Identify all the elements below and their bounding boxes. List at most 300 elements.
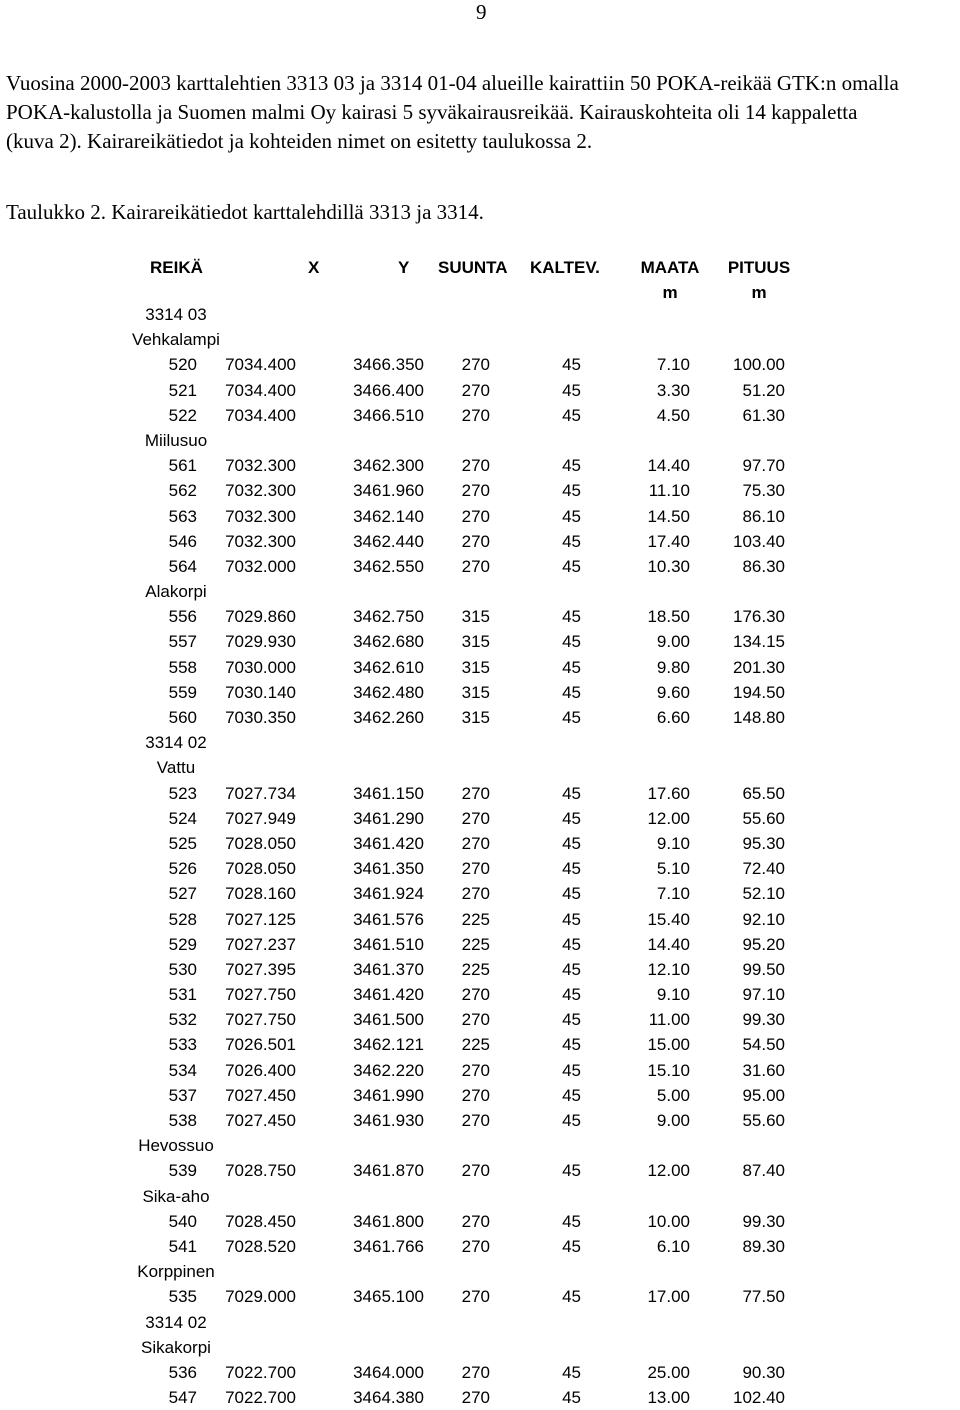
cell-suunta: 270 (461, 859, 490, 879)
cell-maata: 9.10 (656, 833, 690, 853)
cell-pituus: 95.00 (742, 1085, 785, 1105)
table-row (0, 1360, 960, 1385)
cell-maata: 11.00 (648, 1010, 690, 1030)
cell-reika: 563 (168, 506, 197, 526)
cell-y: 3461.420 (353, 985, 424, 1005)
table-row (0, 352, 960, 377)
group-label: Sikakorpi (141, 1337, 211, 1357)
cell-pituus: 87.40 (742, 1161, 785, 1181)
group-label: 3314 02 (145, 733, 207, 753)
cell-maata: 11.10 (648, 481, 690, 501)
cell-kaltev: 45 (562, 884, 581, 904)
table-row (0, 529, 960, 554)
cell-suunta: 270 (461, 1211, 490, 1231)
cell-x: 7032.000 (225, 556, 296, 576)
table-row (0, 1158, 960, 1183)
cell-pituus: 99.50 (742, 959, 785, 979)
cell-suunta: 270 (461, 481, 490, 501)
cell-kaltev: 45 (562, 1362, 581, 1382)
cell-x: 7032.300 (225, 481, 296, 501)
cell-suunta: 225 (461, 1035, 490, 1055)
cell-maata: 7.10 (656, 884, 690, 904)
intro-line: POKA-kalustolla ja Suomen malmi Oy kairasi 5 syväkairausreikää. Kairauskohteita oli 14 kappaletta (6, 100, 858, 124)
cell-y: 3462.610 (353, 657, 424, 677)
cell-y: 3462.140 (353, 506, 424, 526)
cell-pituus: 51.20 (742, 380, 785, 400)
cell-pituus: 86.10 (742, 506, 785, 526)
table-row (0, 932, 960, 957)
group-label: 3314 02 (145, 1312, 207, 1332)
cell-pituus: 75.30 (742, 481, 785, 501)
cell-suunta: 270 (461, 1236, 490, 1256)
cell-kaltev: 45 (562, 934, 581, 954)
cell-pituus: 97.70 (742, 456, 785, 476)
table-row (0, 781, 960, 806)
cell-pituus: 77.50 (742, 1287, 785, 1307)
cell-reika: 527 (168, 884, 197, 904)
cell-maata: 5.00 (656, 1085, 690, 1105)
cell-y: 3461.960 (353, 481, 424, 501)
cell-maata: 12.00 (647, 808, 690, 828)
cell-maata: 17.60 (647, 783, 690, 803)
cell-suunta: 225 (461, 934, 490, 954)
cell-kaltev: 45 (562, 1287, 581, 1307)
table-row (0, 1058, 960, 1083)
cell-maata: 3.30 (656, 380, 690, 400)
intro-paragraph (6, 69, 951, 156)
cell-reika: 546 (168, 531, 197, 551)
cell-kaltev: 45 (562, 405, 581, 425)
cell-kaltev: 45 (562, 556, 581, 576)
cell-reika: 530 (168, 959, 197, 979)
cell-suunta: 270 (461, 1287, 490, 1307)
group-row (0, 579, 960, 604)
cell-suunta: 270 (461, 355, 490, 375)
cell-reika: 560 (168, 708, 197, 727)
group-row (0, 755, 960, 780)
intro-line: (kuva 2). Kairareikätiedot ja kohteiden nimet on esitetty taulukossa 2. (6, 129, 593, 153)
cell-y: 3461.510 (353, 934, 424, 954)
cell-y: 3461.370 (353, 959, 424, 979)
table-row (0, 1007, 960, 1032)
header-kaltev: KALTEV. (530, 258, 600, 277)
cell-kaltev: 45 (562, 708, 581, 727)
cell-maata: 18.50 (647, 607, 690, 627)
cell-maata: 15.10 (647, 1060, 690, 1080)
cell-maata: 17.00 (647, 1287, 690, 1307)
cell-reika: 531 (168, 985, 197, 1005)
cell-kaltev: 45 (562, 355, 581, 375)
cell-x: 7028.750 (225, 1161, 296, 1181)
cell-y: 3461.290 (353, 808, 424, 828)
cell-x: 7032.300 (225, 506, 296, 526)
cell-x: 7027.949 (225, 808, 296, 828)
cell-x: 7034.400 (225, 355, 296, 375)
table-row (0, 982, 960, 1007)
cell-suunta: 315 (461, 708, 490, 727)
group-row (0, 302, 960, 327)
group-row (0, 730, 960, 755)
cell-kaltev: 45 (562, 1236, 581, 1256)
cell-reika: 524 (168, 808, 197, 828)
cell-y: 3462.300 (353, 456, 424, 476)
group-label: Miilusuo (144, 430, 208, 450)
cell-pituus: 95.20 (742, 934, 785, 954)
cell-suunta: 270 (461, 405, 490, 425)
page-number: 9 (476, 0, 487, 24)
table-row (0, 604, 960, 629)
cell-reika: 564 (168, 556, 197, 576)
cell-suunta: 315 (461, 632, 490, 652)
group-row (0, 327, 960, 352)
cell-x: 7027.734 (225, 783, 296, 803)
cell-maata: 14.40 (647, 456, 690, 476)
cell-kaltev: 45 (562, 909, 581, 929)
cell-suunta: 270 (461, 1362, 490, 1382)
cell-suunta: 270 (461, 884, 490, 904)
cell-pituus: 100.00 (733, 355, 785, 375)
cell-maata: 9.10 (656, 985, 690, 1005)
cell-x: 7027.237 (225, 934, 296, 954)
cell-pituus: 72.40 (742, 859, 785, 879)
cell-y: 3464.380 (353, 1388, 424, 1408)
cell-pituus: 86.30 (742, 556, 785, 576)
table-row (0, 907, 960, 932)
cell-reika: 526 (168, 859, 197, 879)
cell-kaltev: 45 (562, 1010, 581, 1030)
cell-suunta: 270 (461, 1111, 490, 1130)
cell-reika: 541 (168, 1236, 197, 1256)
cell-reika: 525 (168, 833, 197, 853)
cell-reika: 532 (168, 1010, 197, 1030)
cell-y: 3461.500 (353, 1010, 424, 1030)
cell-reika: 536 (168, 1362, 197, 1382)
cell-x: 7028.050 (225, 833, 296, 853)
cell-reika: 535 (168, 1287, 197, 1307)
table-row (0, 1032, 960, 1057)
cell-y: 3465.100 (353, 1287, 424, 1307)
table-row (0, 1284, 960, 1309)
table-row (0, 478, 960, 503)
table-header (0, 255, 960, 305)
cell-y: 3461.870 (353, 1161, 424, 1181)
cell-pituus: 52.10 (742, 884, 785, 904)
cell-pituus: 61.30 (742, 405, 785, 425)
cell-kaltev: 45 (562, 632, 581, 652)
group-row (0, 1310, 960, 1335)
cell-pituus: 97.10 (742, 985, 785, 1005)
cell-kaltev: 45 (562, 1211, 581, 1231)
cell-suunta: 225 (461, 959, 490, 979)
cell-reika: 561 (168, 456, 197, 476)
header-suunta: SUUNTA (438, 258, 508, 277)
cell-suunta: 270 (461, 380, 490, 400)
table-row (0, 378, 960, 403)
cell-suunta: 270 (461, 531, 490, 551)
cell-suunta: 270 (461, 456, 490, 476)
cell-x: 7029.860 (225, 607, 296, 627)
cell-x: 7030.140 (225, 682, 296, 702)
cell-x: 7027.395 (225, 959, 296, 979)
cell-y: 3466.350 (353, 355, 424, 375)
cell-reika: 540 (168, 1211, 197, 1231)
cell-kaltev: 45 (562, 682, 581, 702)
cell-suunta: 270 (461, 506, 490, 526)
cell-pituus: 103.40 (733, 531, 785, 551)
cell-reika: 539 (168, 1161, 197, 1181)
group-row (0, 1259, 960, 1284)
table-row (0, 957, 960, 982)
cell-reika: 537 (168, 1085, 197, 1105)
cell-y: 3461.766 (353, 1236, 424, 1256)
cell-x: 7022.700 (225, 1362, 296, 1382)
group-label: 3314 03 (145, 305, 207, 324)
header-reika: REIKÄ (150, 258, 203, 277)
table-row (0, 1234, 960, 1259)
table-row (0, 554, 960, 579)
table-row (0, 453, 960, 478)
cell-maata: 9.80 (656, 657, 690, 677)
cell-suunta: 270 (461, 783, 490, 803)
cell-pituus: 31.60 (742, 1060, 785, 1080)
cell-x: 7032.300 (225, 456, 296, 476)
cell-y: 3462.680 (353, 632, 424, 652)
table-row (0, 1108, 960, 1133)
table-row (0, 705, 960, 730)
cell-x: 7028.520 (225, 1236, 296, 1256)
cell-maata: 14.40 (647, 934, 690, 954)
cell-maata: 15.40 (647, 909, 690, 929)
cell-kaltev: 45 (562, 808, 581, 828)
cell-y: 3461.350 (353, 859, 424, 879)
group-row (0, 428, 960, 453)
group-row (0, 1335, 960, 1360)
table-caption: Taulukko 2. Kairareikätiedot karttalehdillä 3313 ja 3314. (6, 200, 484, 224)
cell-suunta: 270 (461, 985, 490, 1005)
cell-maata: 7.10 (656, 355, 690, 375)
cell-kaltev: 45 (562, 783, 581, 803)
cell-kaltev: 45 (562, 456, 581, 476)
cell-x: 7030.000 (225, 657, 296, 677)
cell-pituus: 92.10 (742, 909, 785, 929)
cell-suunta: 270 (461, 1161, 490, 1181)
cell-maata: 9.60 (656, 682, 690, 702)
cell-suunta: 270 (461, 1010, 490, 1030)
cell-y: 3462.260 (353, 708, 424, 727)
cell-maata: 5.10 (656, 859, 690, 879)
cell-maata: 14.50 (647, 506, 690, 526)
cell-pituus: 194.50 (733, 682, 785, 702)
cell-pituus: 176.30 (733, 607, 785, 627)
cell-maata: 10.00 (647, 1211, 690, 1231)
table-row (0, 1209, 960, 1234)
cell-x: 7027.450 (225, 1111, 296, 1130)
cell-kaltev: 45 (562, 1388, 581, 1408)
cell-y: 3461.150 (353, 783, 424, 803)
cell-x: 7032.300 (225, 531, 296, 551)
cell-suunta: 270 (461, 1388, 490, 1408)
cell-y: 3466.400 (353, 380, 424, 400)
cell-pituus: 148.80 (733, 708, 785, 727)
table-row (0, 680, 960, 705)
cell-reika: 523 (168, 783, 197, 803)
table-row (0, 1385, 960, 1410)
cell-x: 7027.450 (225, 1085, 296, 1105)
cell-x: 7027.125 (225, 909, 296, 929)
group-label: Hevossuo (138, 1136, 214, 1156)
header-pituus: PITUUS (727, 258, 791, 277)
cell-kaltev: 45 (562, 1085, 581, 1105)
cell-kaltev: 45 (562, 607, 581, 627)
cell-suunta: 270 (461, 556, 490, 576)
table-row (0, 504, 960, 529)
cell-reika: 558 (168, 657, 197, 677)
cell-kaltev: 45 (562, 380, 581, 400)
cell-y: 3462.220 (353, 1060, 424, 1080)
cell-x: 7026.501 (225, 1035, 296, 1055)
cell-y: 3462.480 (353, 682, 424, 702)
cell-kaltev: 45 (562, 985, 581, 1005)
cell-suunta: 315 (461, 682, 490, 702)
cell-kaltev: 45 (562, 859, 581, 879)
cell-maata: 12.10 (647, 959, 690, 979)
header-pituus-unit: m (751, 283, 767, 302)
cell-pituus: 65.50 (742, 783, 785, 803)
cell-x: 7027.750 (225, 1010, 296, 1030)
cell-maata: 9.00 (656, 1111, 690, 1130)
cell-reika: 534 (168, 1060, 197, 1080)
cell-maata: 9.00 (656, 632, 690, 652)
cell-y: 3461.990 (353, 1085, 424, 1105)
cell-suunta: 315 (461, 607, 490, 627)
cell-suunta: 315 (461, 657, 490, 677)
cell-reika: 557 (168, 632, 197, 652)
cell-y: 3462.750 (353, 607, 424, 627)
cell-suunta: 270 (461, 1060, 490, 1080)
table-row (0, 1083, 960, 1108)
cell-maata: 12.00 (647, 1161, 690, 1181)
cell-pituus: 89.30 (742, 1236, 785, 1256)
group-label: Vattu (156, 758, 196, 778)
cell-x: 7026.400 (225, 1060, 296, 1080)
cell-y: 3462.121 (353, 1035, 424, 1055)
cell-reika: 559 (168, 682, 197, 702)
cell-kaltev: 45 (562, 531, 581, 551)
cell-reika: 533 (168, 1035, 197, 1055)
table-body (0, 302, 960, 1410)
cell-reika: 538 (168, 1111, 197, 1130)
cell-kaltev: 45 (562, 1111, 581, 1130)
cell-kaltev: 45 (562, 833, 581, 853)
table-row (0, 403, 960, 428)
cell-reika: 522 (168, 405, 197, 425)
cell-kaltev: 45 (562, 506, 581, 526)
cell-x: 7029.930 (225, 632, 296, 652)
cell-x: 7027.750 (225, 985, 296, 1005)
group-label: Vehkalampi (132, 330, 220, 350)
cell-x: 7028.050 (225, 859, 296, 879)
cell-pituus: 99.30 (742, 1010, 785, 1030)
cell-kaltev: 45 (562, 1161, 581, 1181)
cell-reika: 521 (168, 380, 197, 400)
cell-maata: 10.30 (647, 556, 690, 576)
header-y: Y (398, 258, 410, 277)
cell-maata: 15.00 (647, 1035, 690, 1055)
cell-maata: 6.10 (656, 1236, 690, 1256)
cell-pituus: 90.30 (742, 1362, 785, 1382)
cell-reika: 528 (168, 909, 197, 929)
group-label: Korppinen (137, 1262, 215, 1282)
cell-pituus: 55.60 (742, 808, 785, 828)
cell-reika: 562 (168, 481, 197, 501)
cell-kaltev: 45 (562, 1060, 581, 1080)
group-label: Sika-aho (142, 1186, 210, 1206)
group-row (0, 1184, 960, 1209)
cell-reika: 547 (168, 1388, 197, 1408)
group-row (0, 1133, 960, 1158)
table-row (0, 831, 960, 856)
cell-kaltev: 45 (562, 657, 581, 677)
cell-y: 3461.576 (353, 909, 424, 929)
cell-kaltev: 45 (562, 481, 581, 501)
cell-pituus: 201.30 (733, 657, 785, 677)
cell-suunta: 225 (461, 909, 490, 929)
table-row (0, 856, 960, 881)
header-maata-unit: m (662, 283, 678, 302)
header-maata: MAATA (640, 258, 700, 277)
cell-reika: 520 (168, 355, 197, 375)
table-row (0, 881, 960, 906)
cell-x: 7028.450 (225, 1211, 296, 1231)
cell-maata: 6.60 (656, 708, 690, 727)
cell-pituus: 134.15 (733, 632, 785, 652)
cell-x: 7034.400 (225, 380, 296, 400)
header-x: X (308, 258, 320, 277)
table-row (0, 629, 960, 654)
cell-maata: 4.50 (656, 405, 690, 425)
cell-kaltev: 45 (562, 1035, 581, 1055)
cell-pituus: 95.30 (742, 833, 785, 853)
cell-y: 3464.000 (353, 1362, 424, 1382)
table-row (0, 655, 960, 680)
cell-suunta: 270 (461, 808, 490, 828)
cell-x: 7022.700 (225, 1388, 296, 1408)
cell-maata: 25.00 (647, 1362, 690, 1382)
cell-y: 3466.510 (353, 405, 424, 425)
cell-suunta: 270 (461, 833, 490, 853)
cell-maata: 13.00 (647, 1388, 690, 1408)
cell-y: 3461.930 (353, 1111, 424, 1130)
cell-kaltev: 45 (562, 959, 581, 979)
cell-y: 3462.550 (353, 556, 424, 576)
cell-y: 3461.800 (353, 1211, 424, 1231)
cell-reika: 529 (168, 934, 197, 954)
table-row (0, 806, 960, 831)
cell-pituus: 55.60 (742, 1111, 785, 1130)
cell-pituus: 99.30 (742, 1211, 785, 1231)
cell-x: 7028.160 (225, 884, 296, 904)
cell-y: 3461.420 (353, 833, 424, 853)
group-label: Alakorpi (145, 582, 207, 602)
cell-x: 7034.400 (225, 405, 296, 425)
cell-pituus: 54.50 (742, 1035, 785, 1055)
cell-suunta: 270 (461, 1085, 490, 1105)
cell-x: 7030.350 (225, 708, 296, 727)
cell-pituus: 102.40 (733, 1388, 785, 1408)
cell-reika: 556 (168, 607, 197, 627)
cell-x: 7029.000 (225, 1287, 296, 1307)
cell-maata: 17.40 (647, 531, 690, 551)
